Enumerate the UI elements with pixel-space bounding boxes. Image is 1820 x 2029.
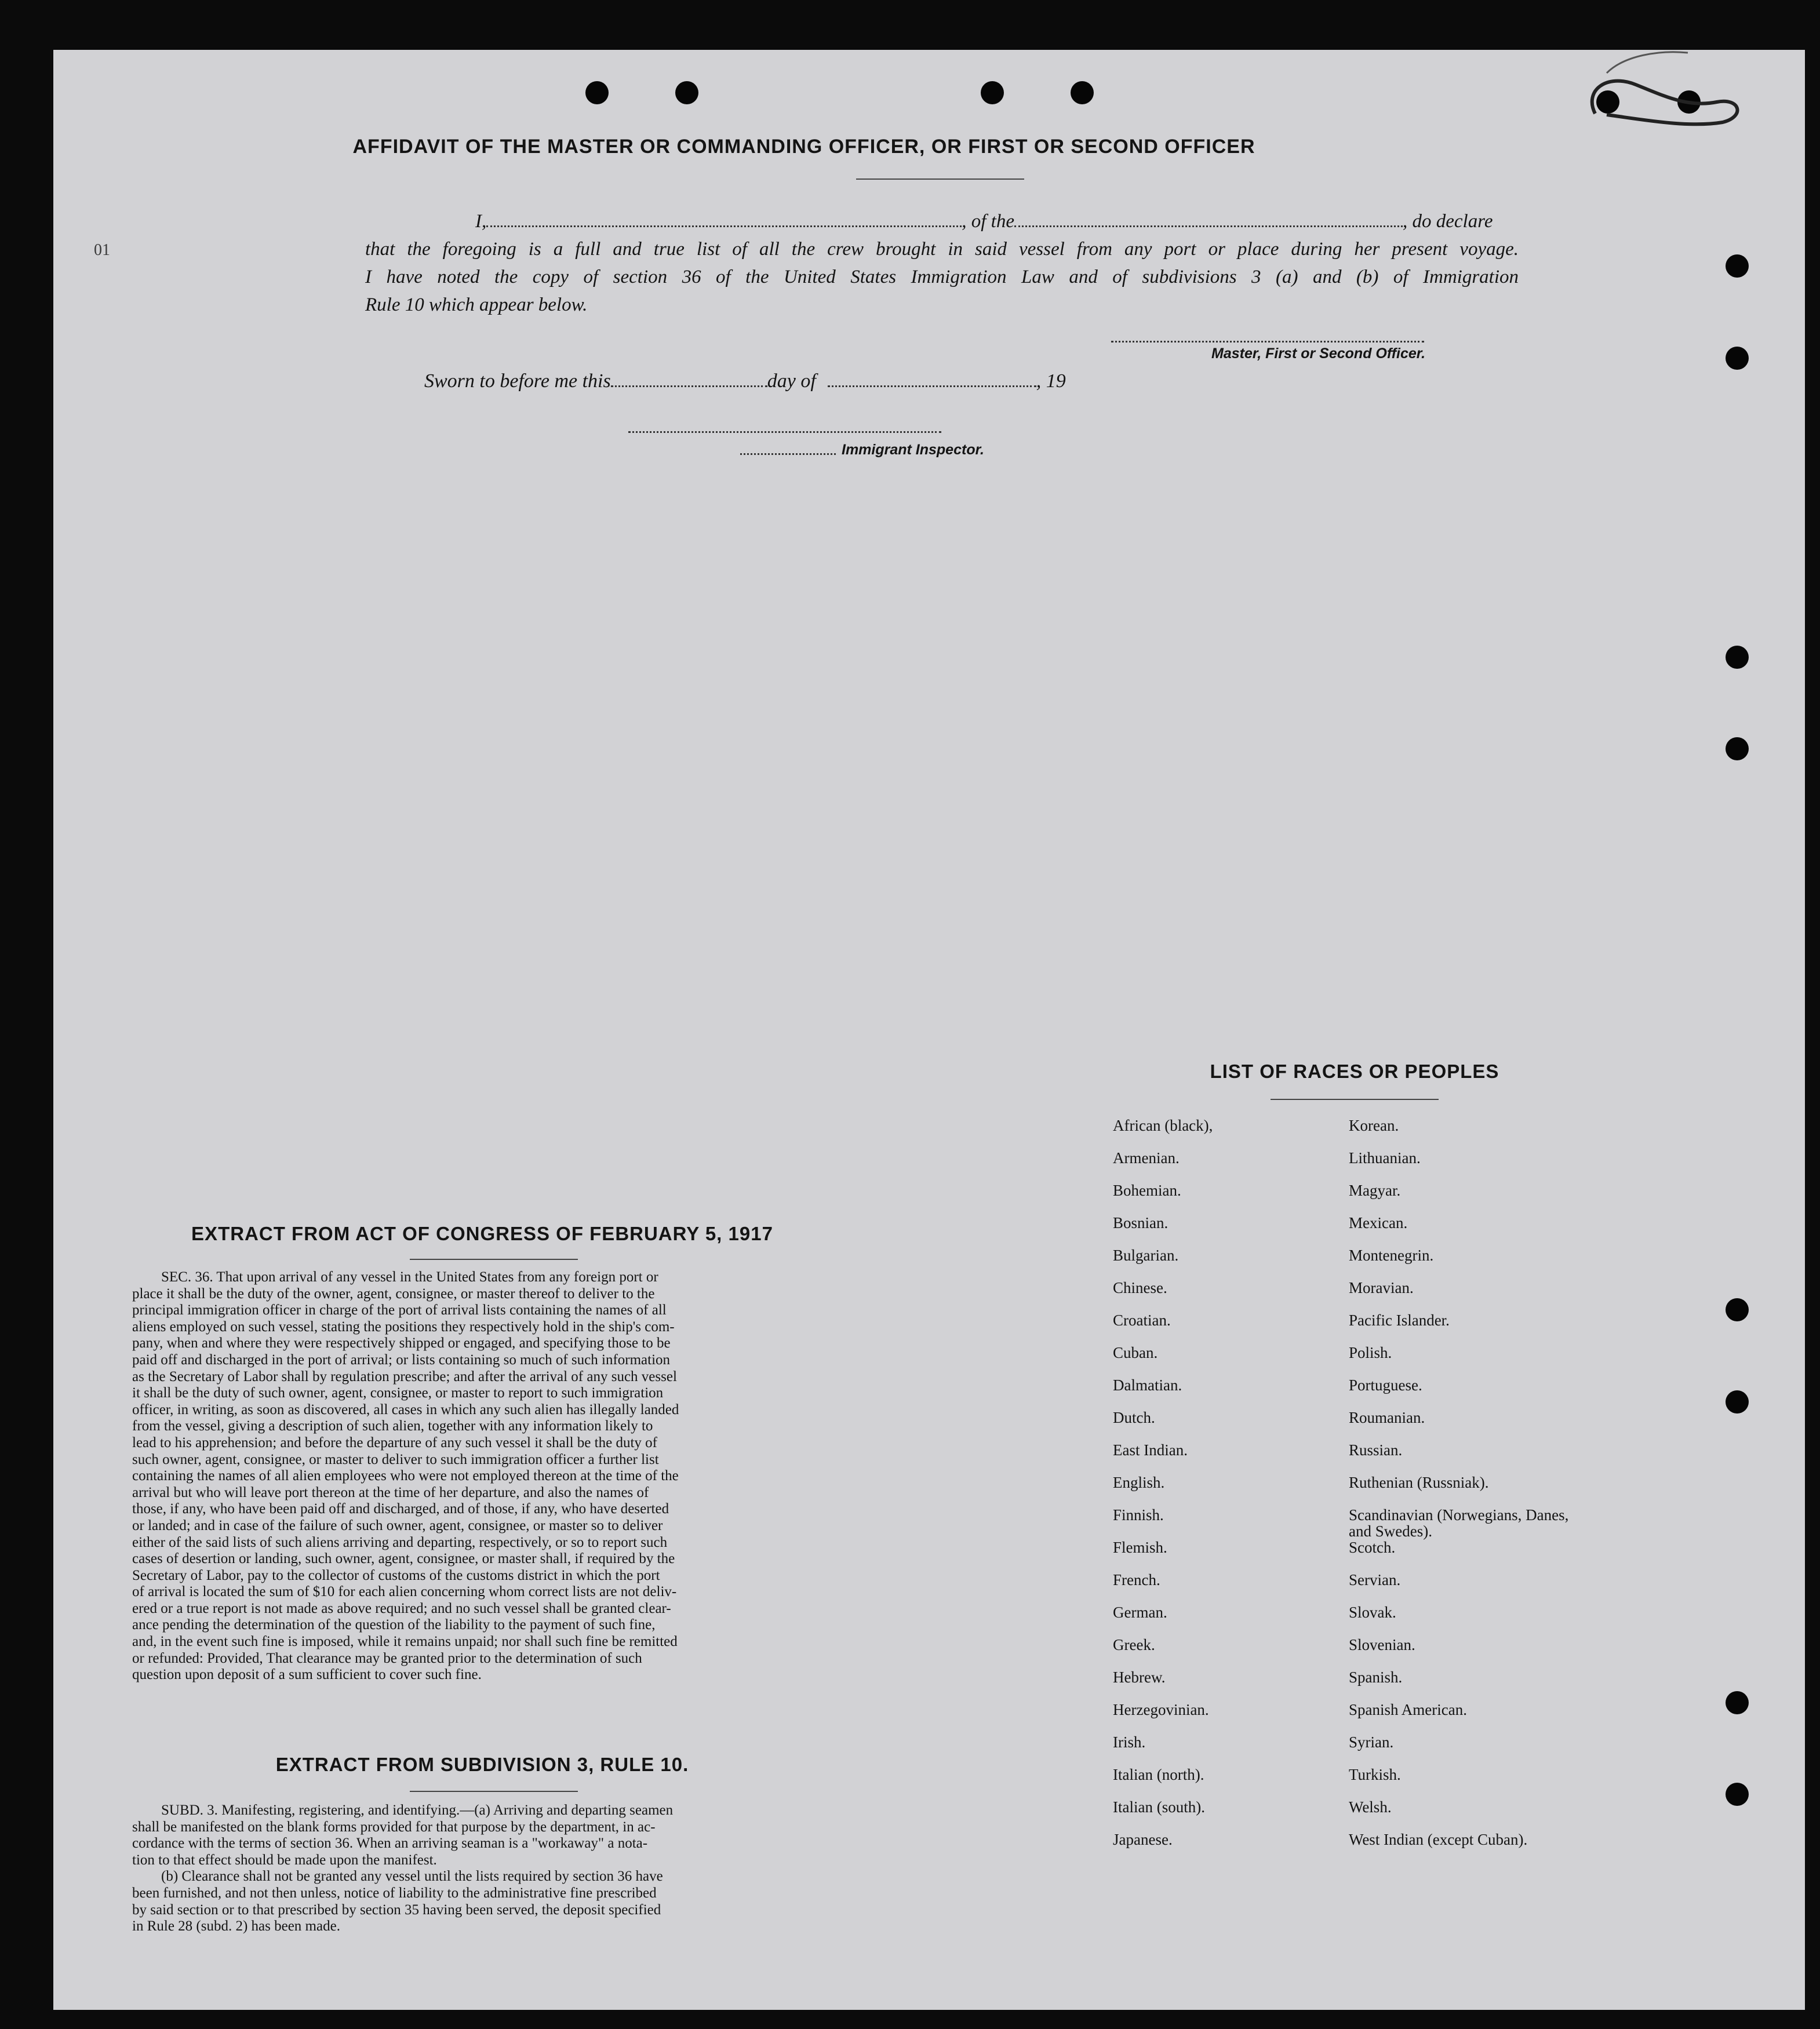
race-item: Spanish.	[1349, 1669, 1403, 1686]
race-item: Herzegovinian.	[1113, 1701, 1209, 1718]
race-item: Chinese.	[1113, 1279, 1167, 1296]
act-line: officer, in writing, as soon as discovered, all cases in which any such alien has illegally landed	[132, 1401, 679, 1418]
rule-line: cordance with the terms of section 36. When an arriving seaman is a "workaway" a nota-	[132, 1835, 648, 1852]
punch-hole-top-1	[585, 81, 609, 104]
act-extract-text	[132, 1269, 854, 1684]
race-item: Bosnian.	[1113, 1214, 1169, 1232]
vessel-name-field[interactable]	[1014, 222, 1403, 227]
race-item: Dutch.	[1113, 1409, 1155, 1426]
act-line: those, if any, who have been paid off and discharged, and of those, if any, who have deserted	[132, 1501, 669, 1517]
race-item: Portuguese.	[1349, 1376, 1422, 1394]
document-page	[53, 50, 1805, 2010]
punch-hole-right-2	[1726, 347, 1749, 370]
race-item: East Indian.	[1113, 1441, 1188, 1459]
punch-hole-top-2	[675, 81, 698, 104]
act-line: ered or a true report is not made as above required; and no such vessel shall be granted clear-	[132, 1600, 671, 1616]
sworn-year-prefix: , 19	[1036, 370, 1066, 392]
rule-line: by said section or to that prescribed by section 35 having been served, the deposit specified	[132, 1901, 661, 1918]
act-extract-heading: EXTRACT FROM ACT OF CONGRESS OF FEBRUARY 5, 1917	[191, 1223, 773, 1244]
act-line: Secretary of Labor, pay to the collector of customs of the customs district in which the port	[132, 1567, 660, 1583]
punch-hole-right-8	[1726, 1783, 1749, 1806]
act-line: as the Secretary of Labor shall by regulation prescribe; and after the arrival of any such vessel	[132, 1368, 677, 1385]
affidavit-do-declare: , do declare	[1402, 211, 1493, 232]
affidavit-line-2: that the foregoing is a full and true list of all the crew brought in said vessel from any port or place during her present voyage.	[365, 239, 1519, 260]
punch-hole-right-4	[1726, 737, 1749, 760]
race-item: Slovak.	[1349, 1604, 1396, 1621]
act-line: either of the said lists of such aliens arriving and departing, respectively, or so to report such	[132, 1534, 668, 1550]
race-item: Greek.	[1113, 1636, 1155, 1653]
race-item: Ruthenian (Russniak).	[1349, 1474, 1489, 1491]
affidavit-heading: AFFIDAVIT OF THE MASTER OR COMMANDING OFFICER, OR FIRST OR SECOND OFFICER	[352, 136, 1255, 158]
punch-hole-top-4	[1071, 81, 1094, 104]
race-item: Pacific Islander.	[1349, 1312, 1450, 1329]
rule-extract-heading-rule	[410, 1791, 578, 1792]
act-line: or landed; and in case of the failure of such owner, agent, consignee, or master so to deliver	[132, 1517, 663, 1533]
act-line: question upon deposit of a sum sufficient to cover such fine.	[132, 1667, 482, 1683]
act-line: place it shall be the duty of the owner, agent, consignee, or master thereof to deliver to the	[132, 1285, 655, 1302]
act-line: of arrival is located the sum of $10 for each alien concerning whom correct lists are not deliv-	[132, 1584, 677, 1600]
act-line: aliens employed on such vessel, stating the positions they respectively hold in the ship's com-	[132, 1318, 675, 1335]
sworn-line	[424, 367, 1178, 395]
affidavit-line-3: I have noted the copy of section 36 of the United States Immigration Law and of subdivisions 3 (a) and (b) of Immigration	[365, 267, 1519, 287]
race-item: Hebrew.	[1113, 1669, 1166, 1686]
rule-line: (b) Clearance shall not be granted any vessel until the lists required by section 36 have	[161, 1868, 663, 1885]
race-item: Polish.	[1349, 1344, 1392, 1361]
act-line: from the vessel, giving a description of such alien, together with any information likely to	[132, 1418, 653, 1434]
rule-line: SUBD. 3. Manifesting, registering, and identifying.—(a) Arriving and departing seamen	[161, 1802, 674, 1818]
act-line: lead to his apprehension; and before the departure of any such vessel it shall be the duty of	[132, 1434, 657, 1451]
race-item: Scotch.	[1349, 1539, 1396, 1556]
race-item: Irish.	[1113, 1733, 1146, 1751]
act-line: containing the names of all alien employees who were not employed thereon at the time of the	[132, 1468, 679, 1484]
race-item: Slovenian.	[1349, 1636, 1415, 1653]
race-item: Bohemian.	[1113, 1182, 1181, 1199]
races-list-left	[1113, 1117, 1333, 1864]
punch-hole-right-6	[1726, 1390, 1749, 1414]
race-item: West Indian (except Cuban).	[1349, 1831, 1528, 1848]
rule-extract-heading: EXTRACT FROM SUBDIVISION 3, RULE 10.	[275, 1754, 689, 1775]
race-item: Syrian.	[1349, 1733, 1394, 1751]
race-item: Mexican.	[1349, 1214, 1408, 1232]
punch-hole-right-7	[1726, 1691, 1749, 1714]
master-signature-label: Master, First or Second Officer.	[1211, 345, 1426, 362]
punch-hole-right-3	[1726, 646, 1749, 669]
races-heading-rule	[1271, 1099, 1439, 1100]
race-item: German.	[1113, 1604, 1167, 1621]
affidavit-line-4: Rule 10 which appear below.	[365, 294, 588, 315]
races-heading: LIST OF RACES OR PEOPLES	[1210, 1061, 1499, 1082]
rule-line: tion to that effect should be made upon the manifest.	[132, 1852, 437, 1868]
margin-mark: 01	[94, 241, 110, 259]
race-item: Magyar.	[1349, 1182, 1401, 1199]
race-item: Flemish.	[1113, 1539, 1167, 1556]
race-item: Croatian.	[1113, 1312, 1171, 1329]
race-item: Japanese.	[1113, 1831, 1173, 1848]
affidavit-of-the: , of the	[962, 211, 1014, 232]
act-line: arrival but who will leave port thereon at the time of her departure, and also the names of	[132, 1484, 649, 1500]
race-item: Roumanian.	[1349, 1409, 1425, 1426]
scribble-mark	[1572, 50, 1757, 137]
act-line: SEC. 36. That upon arrival of any vessel in the United States from any foreign port or	[161, 1269, 658, 1285]
rule-line: shall be manifested on the blank forms provided for that purpose by the department, in ac-	[132, 1819, 656, 1835]
sworn-day-of: day of	[767, 370, 816, 392]
rule-line: in Rule 28 (subd. 2) has been made.	[132, 1918, 340, 1935]
race-item: Korean.	[1349, 1117, 1399, 1134]
race-item: Turkish.	[1349, 1766, 1401, 1783]
sworn-day-field[interactable]	[611, 382, 767, 387]
race-item: Dalmatian.	[1113, 1376, 1182, 1394]
affidavit-heading-rule	[856, 179, 1024, 180]
act-line: pany, when and where they were respectively shipped or engaged, and specifying those to be	[132, 1335, 671, 1352]
race-item: Cuban.	[1113, 1344, 1158, 1361]
race-item: Spanish American.	[1349, 1701, 1467, 1718]
race-item: Montenegrin.	[1349, 1247, 1434, 1264]
races-list-right	[1349, 1117, 1586, 1864]
race-item: Lithuanian.	[1349, 1149, 1421, 1167]
affidavit-line-1	[423, 207, 1519, 235]
sworn-text: Sworn to before me this	[424, 370, 611, 392]
declarant-name-field[interactable]	[486, 222, 962, 227]
race-item: English.	[1113, 1474, 1165, 1491]
act-line: or refunded: Provided, That clearance may be granted prior to the determination of such	[132, 1650, 642, 1666]
act-line: cases of desertion or landing, such owner, agent, consignee, or master shall, if required by the	[132, 1551, 675, 1567]
race-item: Moravian.	[1349, 1279, 1414, 1296]
race-item: Finnish.	[1113, 1506, 1164, 1524]
race-item: Scandinavian (Norwegians, Danes, and Swedes).	[1349, 1506, 1569, 1540]
race-item: French.	[1113, 1571, 1160, 1589]
rule-extract-text	[132, 1802, 854, 1935]
act-line: it shall be the duty of such owner, agent, consignee, or master to report to such immigration	[132, 1385, 664, 1401]
race-item: African (black),	[1113, 1117, 1213, 1134]
rule-line: been furnished, and not then unless, notice of liability to the administrative fine prescribed	[132, 1885, 657, 1901]
race-item: Russian.	[1349, 1441, 1403, 1459]
inspector-label: Immigrant Inspector.	[842, 442, 984, 458]
race-item: Italian (north).	[1113, 1766, 1204, 1783]
affidavit-i: I,	[475, 211, 487, 232]
inspector-signature-field[interactable]	[628, 428, 941, 433]
punch-hole-right-1	[1726, 254, 1749, 278]
sworn-month-field[interactable]	[828, 382, 1036, 387]
act-line: ance pending the determination of the question of the liability to the payment of such fine,	[132, 1617, 656, 1633]
punch-hole-right-5	[1726, 1298, 1749, 1321]
act-extract-heading-rule	[410, 1259, 578, 1260]
race-item: Bulgarian.	[1113, 1247, 1179, 1264]
race-item: Italian (south).	[1113, 1798, 1205, 1816]
act-line: such owner, agent, consignee, or master to deliver to such immigration officer a further list	[132, 1451, 659, 1467]
master-signature-field[interactable]	[1111, 337, 1424, 343]
race-item: Servian.	[1349, 1571, 1401, 1589]
act-line: paid off and discharged in the port of arrival; or lists containing so much of such information	[132, 1352, 671, 1368]
punch-hole-top-3	[981, 81, 1004, 104]
race-item: Welsh.	[1349, 1798, 1392, 1816]
race-item: Armenian.	[1113, 1149, 1180, 1167]
act-line: principal immigration officer in charge of the port of arrival lists containing the names of all	[132, 1302, 667, 1318]
act-line: and, in the event such fine is imposed, while it remains unpaid; nor shall such fine be remitted	[132, 1634, 678, 1650]
inspector-signature-lead	[740, 450, 836, 455]
